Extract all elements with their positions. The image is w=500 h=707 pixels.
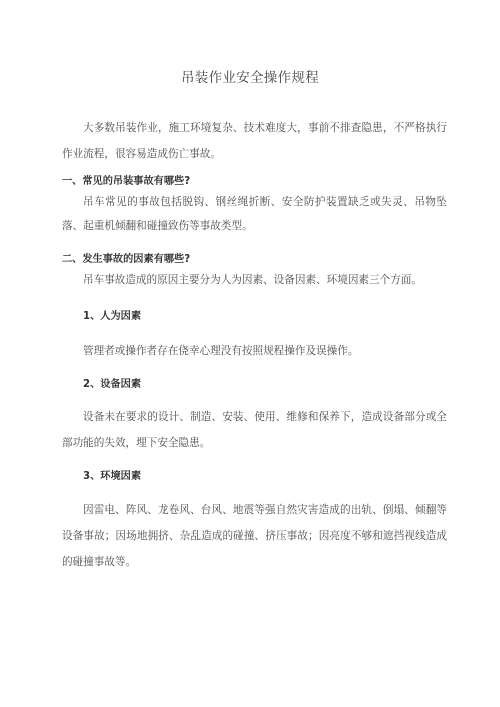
- factor-2-body: 设备未在要求的设计、制造、安装、使用、维修和保养下，造成设备部分或全部功能的失效，埋下安全隐患。: [62, 411, 447, 449]
- factor-2-heading: 2、设备因素: [83, 379, 142, 390]
- intro-paragraph: 大多数吊装作业，施工环境复杂、技术难度大，事前不排查隐患，不严格执行作业流程，很容易造成伤亡事故。: [62, 122, 447, 160]
- document-title: 吊装作业安全操作规程: [181, 70, 319, 86]
- factor-1-heading: 1、人为因素: [83, 311, 142, 322]
- factor-3-heading: 3、环境因素: [83, 471, 142, 482]
- section-2-body: 吊车事故造成的原因主要分为人为因素、设备因素、环境因素三个方面。: [83, 274, 422, 286]
- factor-3-body: 因雷电、阵风、龙卷风、台风、地震等强自然灾害造成的出轨、倒塌、倾翻等设备事故；因场地拥挤、杂乱造成的碰撞、挤压事故；因亮度不够和遮挡视线造成的碰撞事故等。: [62, 504, 447, 568]
- factor-1-body: 管理者或操作者存在侥幸心理没有按照规程操作及误操作。: [83, 345, 359, 357]
- section-1-body: 吊车常见的事故包括脱钩、钢丝绳折断、安全防护装置缺乏或失灵、吊物坠落、起重机倾翻和碰撞致伤等事故类型。: [62, 196, 447, 232]
- section-1-heading: 一、常见的吊装事故有哪些?: [62, 176, 191, 187]
- section-2-heading: 二、发生事故的因素有哪些?: [62, 254, 191, 265]
